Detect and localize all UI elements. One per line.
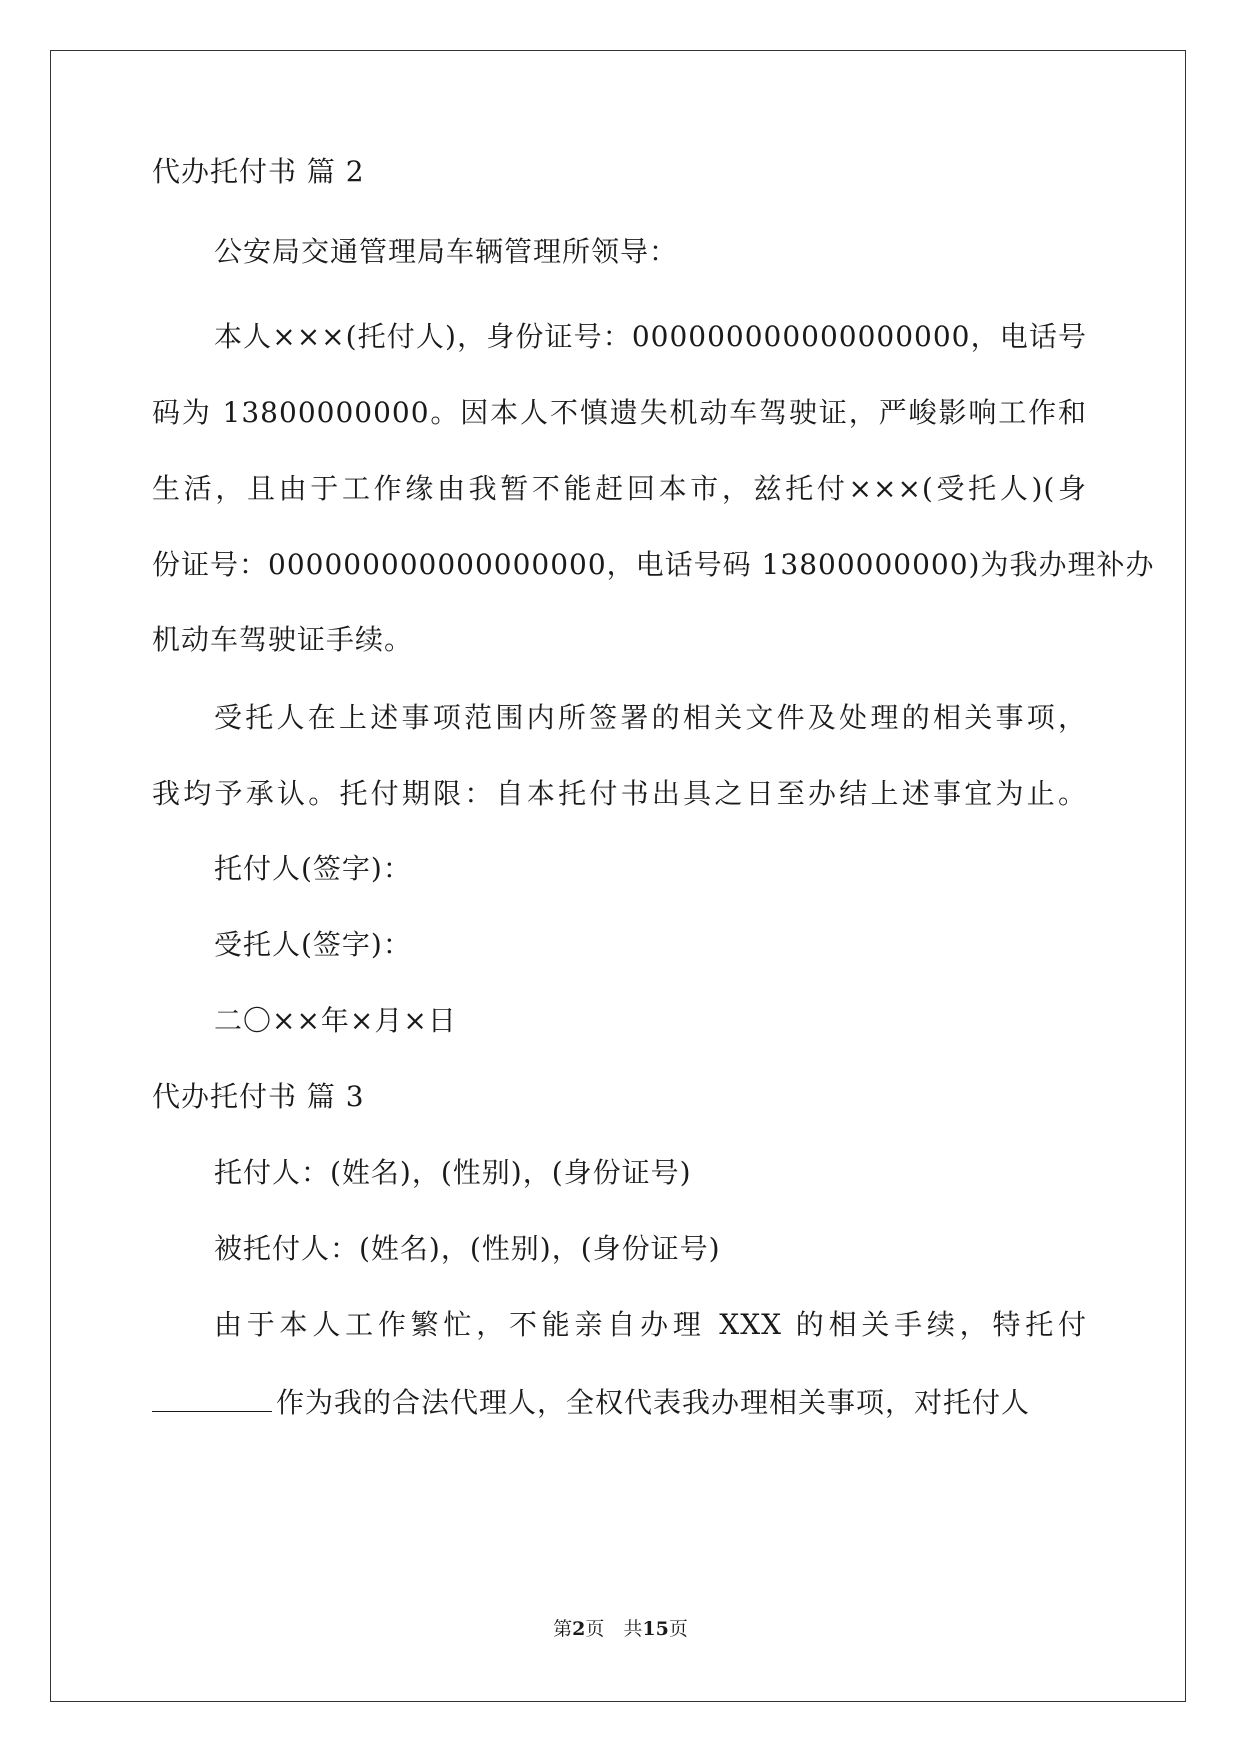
document-line: 代办托付书 篇 2 (152, 155, 365, 188)
document-line: 机动车驾驶证手续。 (152, 623, 414, 656)
footer-prefix: 第 (553, 1618, 573, 1640)
footer-suffix: 页 (668, 1618, 688, 1640)
document-line: 本人×××(托付人)，身份证号：000000000000000000，电话号 (214, 320, 1087, 353)
document-line-text: 作为我的合法代理人，全权代表我办理相关事项，对托付人 (276, 1386, 1031, 1419)
document-line: 我均予承认。托付期限：自本托付书出具之日至办结上述事宜为止。 (152, 777, 1087, 810)
document-line: 托付人(签字)： (214, 852, 412, 885)
footer-middle: 页 共 (585, 1618, 643, 1640)
document-line: 码为 13800000000。因本人不慎遗失机动车驾驶证，严峻影响工作和 (152, 396, 1087, 429)
document-line: 代办托付书 篇 3 (152, 1080, 365, 1113)
document-line: 托付人：(姓名)，(性别)，(身份证号) (214, 1156, 692, 1189)
document-line: 份证号：000000000000000000，电话号码 13800000000)为我办理补办 (152, 548, 1155, 581)
document-line (152, 1381, 1030, 1423)
fill-in-blank (152, 1381, 272, 1412)
footer-total-pages: 15 (642, 1618, 669, 1640)
page-footer (0, 1617, 1241, 1641)
document-line: 公安局交通管理局车辆管理所领导： (214, 235, 679, 268)
document-line: 生活，且由于工作缘由我暂不能赶回本市，兹托付×××(受托人)(身 (152, 472, 1087, 505)
document-line: 受托人(签字)： (214, 928, 412, 961)
document-line: 二〇××年×月×日 (214, 1004, 457, 1037)
footer-page-number: 2 (572, 1618, 586, 1640)
document-line: 由于本人工作繁忙，不能亲自办理 XXX 的相关手续，特托付 (214, 1308, 1087, 1341)
document-line: 受托人在上述事项范围内所签署的相关文件及处理的相关事项， (214, 701, 1087, 734)
document-line: 被托付人：(姓名)，(性别)，(身份证号) (214, 1232, 721, 1265)
